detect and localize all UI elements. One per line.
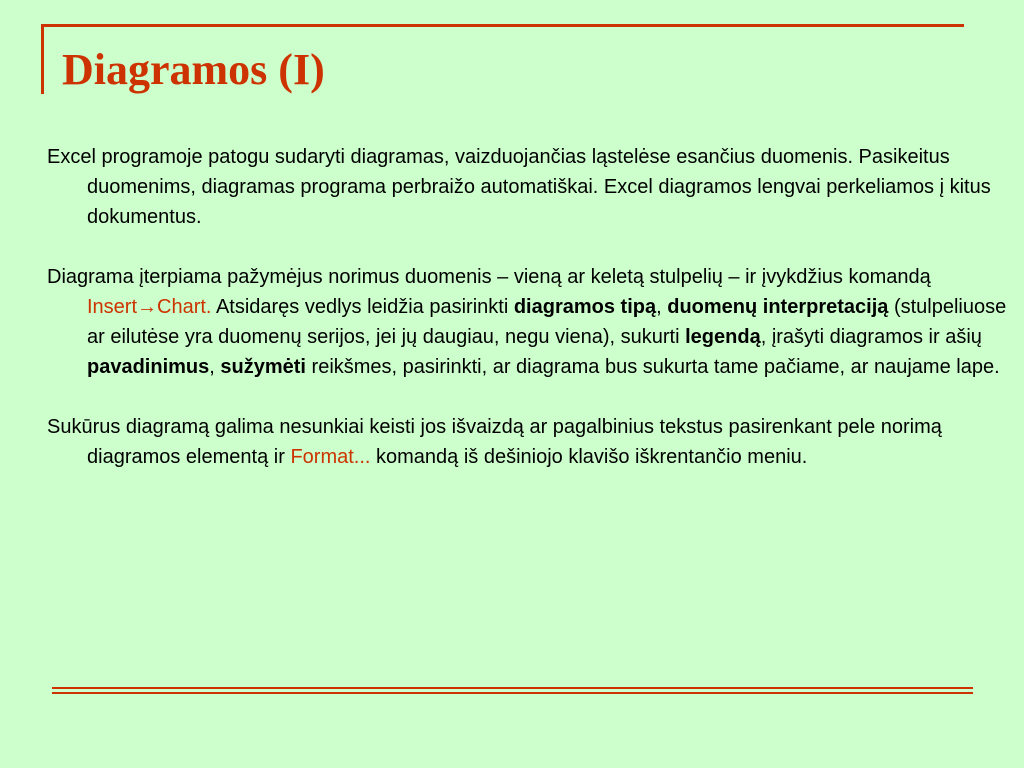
paragraph-1-text: Excel programoje patogu sudaryti diagramas, vaizduojančias ląstelėse esančius duomenis. Pasikeitus duomenims, diagramas programa perbraižo automatiškai. Excel diagramos lengvai perkeliamos į kitus dokumentus. [47,146,991,228]
p2-bold-legend: legendą [685,326,761,348]
p2-bold-mark: sužymėti [220,356,306,378]
p2-text-7: reikšmes, pasirinkti, ar diagrama bus sukurta tame pačiame, ar naujame lape. [305,356,1000,378]
p2-text-2: Atsidaręs vedlys leidžia pasirinkti [211,296,514,318]
paragraph-2 [47,262,1012,382]
p2-bold-data-interpretation: duomenų interpretaciją [667,296,889,318]
p2-text-1: Diagrama įterpiama pažymėjus norimus duomenis – vieną ar keletą stulpelių – ir įvykdžius komandą [47,266,931,288]
p2-text-4: (stulpeliuose ar eilutėse yra duomenų serijos, jei jų daugiau, negu viena), sukurti [87,296,1007,348]
p2-bold-diagram-type: diagramos tipą [513,296,657,318]
slide-body [47,142,1012,502]
slide-title: Diagramos (I) [62,45,325,94]
insert-chart-command: Insert→Chart. [87,296,212,318]
p3-text-1: Sukūrus diagramą galima nesunkiai keisti jos išvaizdą ar pagalbinius tekstus pasirenkant pele norimą diagramos elementą ir [47,416,942,468]
footer-line-top [52,687,973,689]
format-command: Format... [290,446,371,468]
p2-text-3: , [656,296,668,318]
title-corner-horizontal-line [41,24,964,27]
p3-text-2: komandą iš dešiniojo klavišo iškrentančio meniu. [370,446,808,468]
footer-line-bottom [52,692,973,694]
p2-text-6: , [209,356,221,378]
title-corner-vertical-line [41,24,44,94]
p2-bold-titles: pavadinimus [87,356,210,378]
p2-text-5: , įrašyti diagramos ir ašių [760,326,982,348]
paragraph-3 [47,412,1012,472]
paragraph-1 [47,142,1012,232]
